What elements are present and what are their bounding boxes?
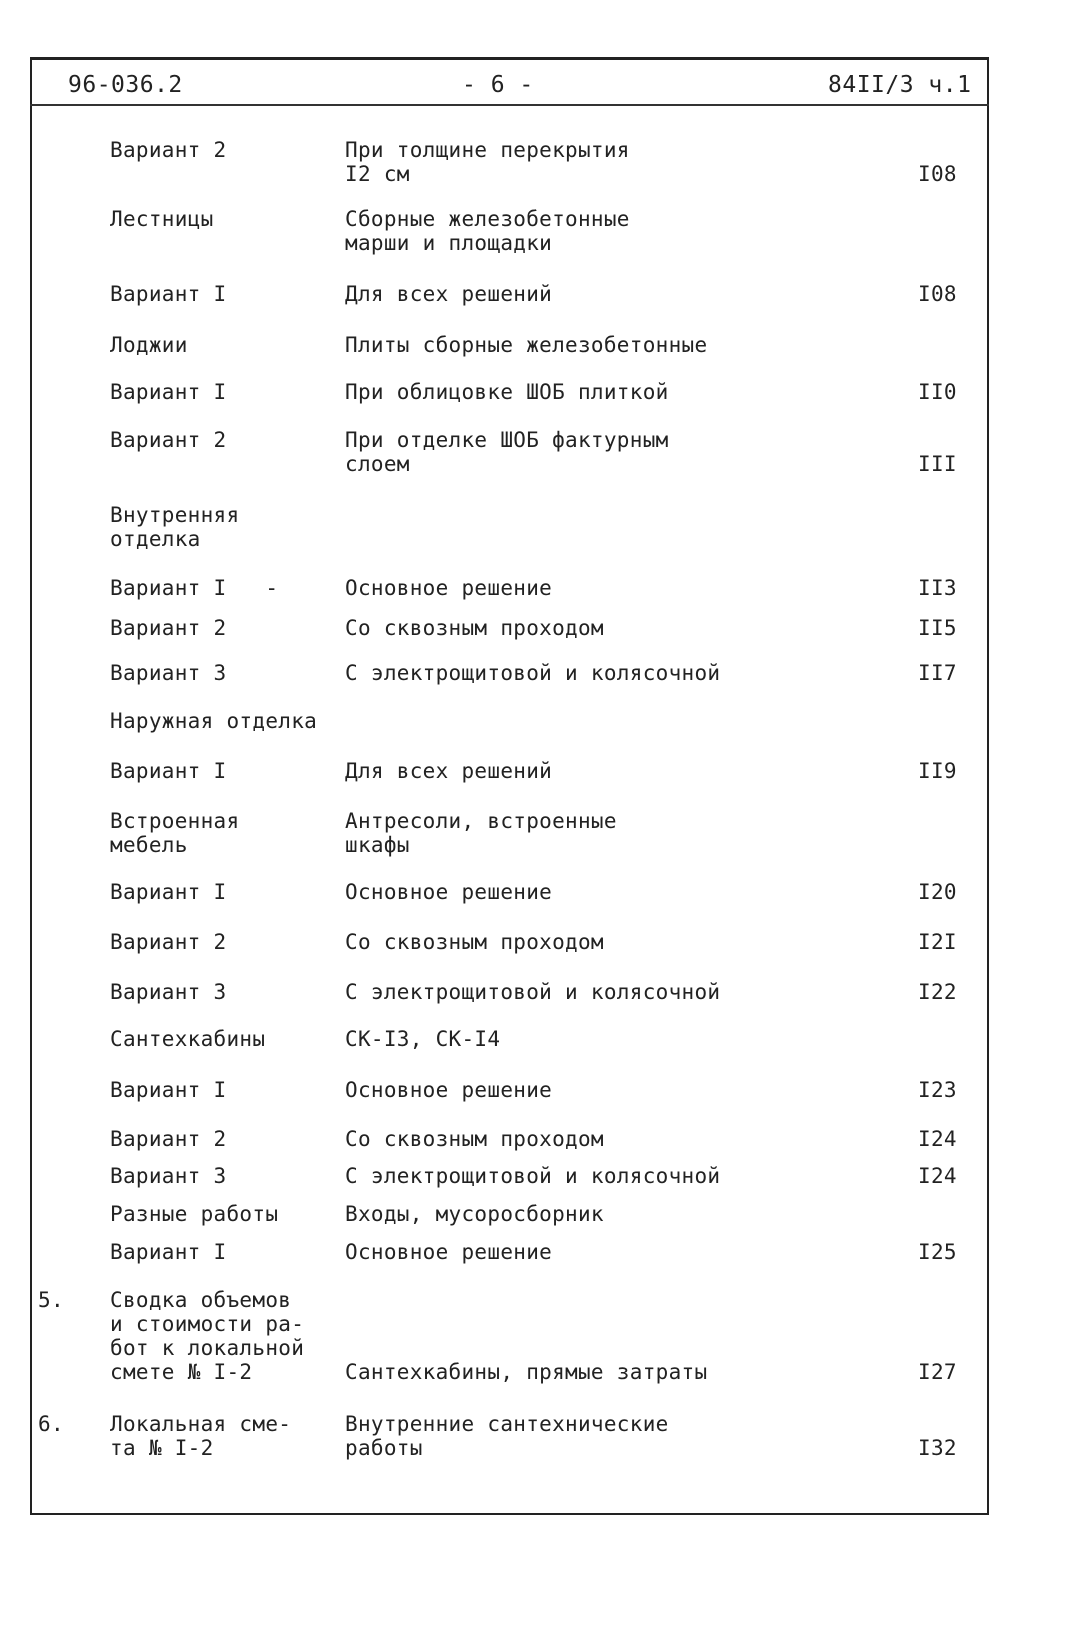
section-title: Вариант 3 [110, 1164, 227, 1188]
section-title: Вариант 2 [110, 616, 227, 640]
contents-row [0, 809, 1066, 857]
section-description: Основное решение [345, 1240, 553, 1264]
section-number: 6. [38, 1412, 64, 1436]
section-description: Для всех решений [345, 759, 553, 783]
section-title: Вариант I [110, 380, 227, 404]
contents-row [0, 1412, 1066, 1460]
contents-row [0, 428, 1066, 476]
page-ref: I08 [918, 282, 957, 306]
contents-row [0, 1288, 1066, 1384]
section-title: Вариант 2 [110, 428, 227, 452]
section-description: Внутренние сантехнические работы [345, 1412, 669, 1460]
contents-row [0, 380, 1066, 404]
contents-row [0, 1127, 1066, 1151]
header-divider [30, 104, 989, 106]
section-title: Вариант I [110, 880, 227, 904]
contents-row [0, 616, 1066, 640]
page-ref: II3 [918, 576, 957, 600]
contents-row [0, 1240, 1066, 1264]
contents-row [0, 1027, 1066, 1051]
page-ref: I27 [918, 1360, 957, 1384]
section-description: При облицовке ШОБ плиткой [345, 380, 669, 404]
section-description: С электрощитовой и колясочной [345, 661, 721, 685]
section-description: Плиты сборные железобетонные [345, 333, 708, 357]
contents-row [0, 1164, 1066, 1188]
page-ref: I22 [918, 980, 957, 1004]
section-description: При толщине перекрытия I2 см [345, 138, 630, 186]
section-title: Внутренняя отделка [110, 503, 240, 551]
page-ref: II0 [918, 380, 957, 404]
section-title: Наружная отделка [110, 709, 318, 733]
section-title: Разные работы [110, 1202, 279, 1226]
section-description: Основное решение [345, 576, 553, 600]
document-ref: 84II/3 ч.1 [828, 72, 972, 98]
page-ref: I25 [918, 1240, 957, 1264]
section-description: С электрощитовой и колясочной [345, 980, 721, 1004]
section-title: Вариант I [110, 1078, 227, 1102]
page-ref: I23 [918, 1078, 957, 1102]
page-ref: II7 [918, 661, 957, 685]
contents-row [0, 880, 1066, 904]
page-ref: I2I [918, 930, 957, 954]
section-description: Входы, мусоросборник [345, 1202, 604, 1226]
contents-row [0, 503, 1066, 551]
section-description: С электрощитовой и колясочной [345, 1164, 721, 1188]
section-title: Вариант 2 [110, 1127, 227, 1151]
contents-row [0, 576, 1066, 600]
contents-row [0, 333, 1066, 357]
section-description: Сборные железобетонные марши и площадки [345, 207, 630, 255]
section-description: Антресоли, встроенные шкафы [345, 809, 617, 857]
section-title: Встроенная мебель [110, 809, 240, 857]
contents-row [0, 661, 1066, 685]
section-description: Основное решение [345, 880, 553, 904]
section-title: Сводка объемов и стоимости ра- бот к локальной смете № I-2 [110, 1288, 305, 1384]
page-ref: I20 [918, 880, 957, 904]
section-title: Вариант 2 [110, 138, 227, 162]
page-ref: I32 [918, 1436, 957, 1460]
section-title: Лестницы [110, 207, 214, 231]
contents-row [0, 1202, 1066, 1226]
section-description: Для всех решений [345, 282, 553, 306]
section-description: СК-I3, СК-I4 [345, 1027, 501, 1051]
contents-row [0, 138, 1066, 186]
page-ref: I08 [918, 162, 957, 186]
section-title: Локальная сме- та № I-2 [110, 1412, 292, 1460]
contents-row [0, 930, 1066, 954]
section-title: Вариант 2 [110, 930, 227, 954]
section-description: Со сквозным проходом [345, 930, 604, 954]
section-title: Вариант 3 [110, 980, 227, 1004]
page-ref: II9 [918, 759, 957, 783]
section-description: Со сквозным проходом [345, 616, 604, 640]
section-title: Сантехкабины [110, 1027, 266, 1051]
page-ref: I24 [918, 1164, 957, 1188]
section-description: Основное решение [345, 1078, 553, 1102]
section-title: Вариант I [110, 282, 227, 306]
section-title: Вариант 3 [110, 661, 227, 685]
document-code: 96-036.2 [68, 72, 183, 98]
page-ref: II5 [918, 616, 957, 640]
contents-row [0, 759, 1066, 783]
page-number: - 6 - [462, 72, 534, 98]
section-title: Вариант I [110, 1240, 227, 1264]
section-title: Вариант I [110, 759, 227, 783]
section-description: Со сквозным проходом [345, 1127, 604, 1151]
page-ref: I24 [918, 1127, 957, 1151]
section-title: Лоджии [110, 333, 188, 357]
section-description: Сантехкабины, прямые затраты [345, 1360, 708, 1384]
section-number: 5. [38, 1288, 64, 1312]
section-title: Вариант I - [110, 576, 279, 600]
contents-row [0, 980, 1066, 1004]
contents-row [0, 709, 1066, 733]
section-description: При отделке ШОБ фактурным слоем [345, 428, 669, 476]
contents-row [0, 282, 1066, 306]
contents-row [0, 207, 1066, 255]
page-ref: III [918, 452, 957, 476]
contents-row [0, 1078, 1066, 1102]
